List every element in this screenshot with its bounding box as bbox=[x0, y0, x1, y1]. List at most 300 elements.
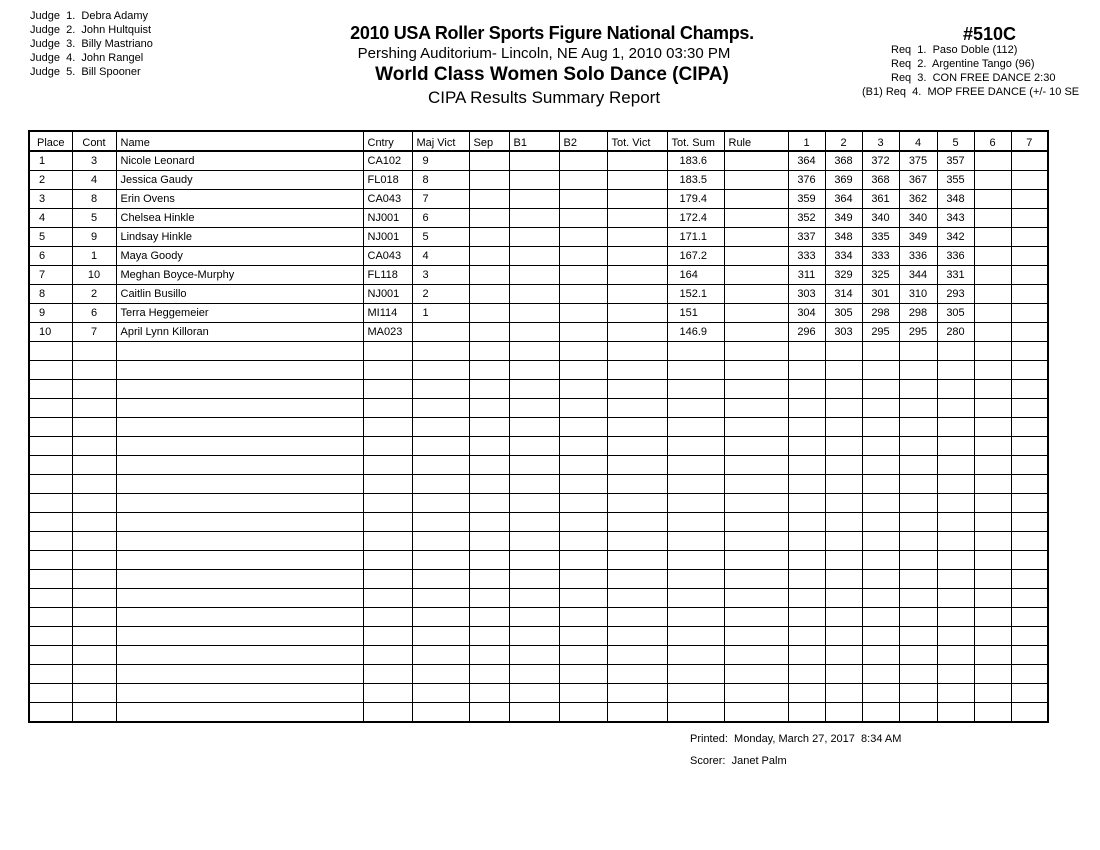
empty-cell bbox=[29, 475, 72, 494]
empty-cell bbox=[29, 418, 72, 437]
cell-b2 bbox=[559, 171, 607, 190]
table-row bbox=[29, 151, 1048, 171]
cell-place: 10 bbox=[29, 323, 72, 342]
cell-cntry: MI114 bbox=[363, 304, 412, 323]
empty-cell bbox=[607, 646, 667, 665]
cell-name: Caitlin Busillo bbox=[116, 285, 363, 304]
empty-cell bbox=[937, 608, 974, 627]
empty-cell bbox=[937, 570, 974, 589]
empty-cell bbox=[72, 342, 116, 361]
cell-place: 2 bbox=[29, 171, 72, 190]
empty-cell bbox=[899, 627, 937, 646]
empty-cell bbox=[607, 532, 667, 551]
empty-cell bbox=[1011, 418, 1048, 437]
empty-cell bbox=[937, 456, 974, 475]
empty-cell bbox=[469, 589, 509, 608]
cell-j4: 295 bbox=[899, 323, 937, 342]
empty-cell bbox=[899, 646, 937, 665]
empty-cell bbox=[899, 513, 937, 532]
cell-cont: 7 bbox=[72, 323, 116, 342]
empty-cell bbox=[363, 342, 412, 361]
cell-name: April Lynn Killoran bbox=[116, 323, 363, 342]
empty-cell bbox=[825, 361, 862, 380]
empty-cell bbox=[469, 456, 509, 475]
cell-tot-vict bbox=[607, 228, 667, 247]
empty-cell bbox=[862, 646, 899, 665]
empty-cell bbox=[29, 646, 72, 665]
empty-cell bbox=[788, 380, 825, 399]
empty-cell bbox=[862, 551, 899, 570]
empty-cell bbox=[607, 703, 667, 723]
empty-cell bbox=[363, 437, 412, 456]
empty-cell bbox=[974, 627, 1011, 646]
column-header: Tot. Vict bbox=[607, 131, 667, 151]
empty-cell bbox=[1011, 570, 1048, 589]
empty-cell bbox=[559, 513, 607, 532]
empty-cell bbox=[116, 646, 363, 665]
empty-cell bbox=[667, 513, 724, 532]
cell-j1: 311 bbox=[788, 266, 825, 285]
empty-cell bbox=[937, 551, 974, 570]
cell-j4: 349 bbox=[899, 228, 937, 247]
empty-cell bbox=[788, 418, 825, 437]
requirement-2: Req 2. Argentine Tango (96) bbox=[891, 58, 1035, 70]
column-header: Sep bbox=[469, 131, 509, 151]
empty-cell bbox=[974, 437, 1011, 456]
cell-rule bbox=[724, 323, 788, 342]
cell-cntry: CA043 bbox=[363, 247, 412, 266]
empty-cell bbox=[412, 570, 469, 589]
cell-j1: 304 bbox=[788, 304, 825, 323]
empty-cell bbox=[509, 494, 559, 513]
requirement-4: (B1) Req 4. MOP FREE DANCE (+/- 10 SE bbox=[862, 86, 1080, 98]
empty-cell bbox=[1011, 494, 1048, 513]
empty-cell bbox=[788, 570, 825, 589]
empty-cell bbox=[559, 532, 607, 551]
empty-cell bbox=[559, 589, 607, 608]
empty-cell bbox=[862, 627, 899, 646]
empty-cell bbox=[607, 684, 667, 703]
empty-cell bbox=[862, 418, 899, 437]
empty-cell bbox=[559, 608, 607, 627]
empty-cell bbox=[825, 418, 862, 437]
empty-cell bbox=[937, 513, 974, 532]
column-header: Place bbox=[29, 131, 72, 151]
empty-cell bbox=[788, 342, 825, 361]
empty-cell bbox=[469, 627, 509, 646]
empty-cell bbox=[899, 684, 937, 703]
cell-sep bbox=[469, 228, 509, 247]
empty-cell bbox=[974, 475, 1011, 494]
judges-list bbox=[30, 9, 153, 79]
cell-j2: 349 bbox=[825, 209, 862, 228]
cell-j2: 368 bbox=[825, 151, 862, 171]
empty-cell bbox=[116, 665, 363, 684]
column-header: 1 bbox=[788, 131, 825, 151]
cell-j3: 361 bbox=[862, 190, 899, 209]
judge-5: Judge 5. Bill Spooner bbox=[30, 66, 141, 78]
cell-tot-sum: 151 bbox=[667, 304, 724, 323]
empty-cell bbox=[899, 703, 937, 723]
empty-cell bbox=[899, 437, 937, 456]
cell-j4: 336 bbox=[899, 247, 937, 266]
requirement-3: Req 3. CON FREE DANCE 2:30 bbox=[891, 72, 1056, 84]
empty-cell bbox=[667, 532, 724, 551]
empty-cell bbox=[788, 361, 825, 380]
empty-cell bbox=[788, 589, 825, 608]
table-row bbox=[29, 304, 1048, 323]
empty-cell bbox=[899, 494, 937, 513]
empty-cell bbox=[788, 665, 825, 684]
empty-cell bbox=[363, 532, 412, 551]
cell-cntry: CA102 bbox=[363, 151, 412, 171]
empty-cell bbox=[469, 437, 509, 456]
cell-j6 bbox=[974, 151, 1011, 171]
cell-j3: 325 bbox=[862, 266, 899, 285]
cell-b2 bbox=[559, 209, 607, 228]
empty-cell bbox=[559, 437, 607, 456]
empty-cell bbox=[937, 342, 974, 361]
cell-rule bbox=[724, 171, 788, 190]
empty-cell bbox=[974, 418, 1011, 437]
cell-j7 bbox=[1011, 151, 1048, 171]
empty-cell bbox=[899, 532, 937, 551]
empty-table-row bbox=[29, 380, 1048, 399]
empty-cell bbox=[862, 684, 899, 703]
empty-cell bbox=[116, 532, 363, 551]
cell-j7 bbox=[1011, 228, 1048, 247]
empty-cell bbox=[862, 494, 899, 513]
cell-cntry: NJ001 bbox=[363, 285, 412, 304]
table-row bbox=[29, 266, 1048, 285]
empty-cell bbox=[469, 475, 509, 494]
empty-cell bbox=[862, 437, 899, 456]
cell-rule bbox=[724, 247, 788, 266]
empty-cell bbox=[899, 475, 937, 494]
cell-tot-sum: 179.4 bbox=[667, 190, 724, 209]
table-row bbox=[29, 285, 1048, 304]
empty-cell bbox=[607, 551, 667, 570]
table-row bbox=[29, 190, 1048, 209]
empty-cell bbox=[116, 399, 363, 418]
cell-tot-sum: 183.6 bbox=[667, 151, 724, 171]
empty-cell bbox=[559, 456, 607, 475]
cell-j7 bbox=[1011, 266, 1048, 285]
cell-maj-vict: 9 bbox=[412, 151, 469, 171]
empty-cell bbox=[724, 627, 788, 646]
cell-b2 bbox=[559, 247, 607, 266]
cell-j7 bbox=[1011, 323, 1048, 342]
empty-cell bbox=[412, 456, 469, 475]
empty-cell bbox=[363, 646, 412, 665]
cell-cont: 8 bbox=[72, 190, 116, 209]
empty-cell bbox=[825, 456, 862, 475]
cell-j6 bbox=[974, 171, 1011, 190]
empty-cell bbox=[72, 513, 116, 532]
cell-b2 bbox=[559, 228, 607, 247]
cell-rule bbox=[724, 151, 788, 171]
cell-tot-vict bbox=[607, 323, 667, 342]
empty-cell bbox=[937, 494, 974, 513]
empty-cell bbox=[899, 589, 937, 608]
cell-j4: 344 bbox=[899, 266, 937, 285]
cell-j3: 368 bbox=[862, 171, 899, 190]
empty-cell bbox=[899, 665, 937, 684]
cell-j2: 334 bbox=[825, 247, 862, 266]
empty-cell bbox=[469, 551, 509, 570]
empty-table-row bbox=[29, 361, 1048, 380]
empty-cell bbox=[469, 494, 509, 513]
empty-table-row bbox=[29, 513, 1048, 532]
empty-cell bbox=[825, 665, 862, 684]
empty-cell bbox=[974, 494, 1011, 513]
empty-cell bbox=[937, 380, 974, 399]
empty-cell bbox=[559, 380, 607, 399]
cell-j6 bbox=[974, 190, 1011, 209]
cell-place: 8 bbox=[29, 285, 72, 304]
cell-cntry: MA023 bbox=[363, 323, 412, 342]
empty-cell bbox=[29, 437, 72, 456]
cell-tot-vict bbox=[607, 247, 667, 266]
cell-maj-vict bbox=[412, 323, 469, 342]
empty-cell bbox=[974, 456, 1011, 475]
column-header: 3 bbox=[862, 131, 899, 151]
empty-cell bbox=[607, 570, 667, 589]
empty-cell bbox=[825, 684, 862, 703]
cell-place: 1 bbox=[29, 151, 72, 171]
empty-cell bbox=[72, 627, 116, 646]
empty-cell bbox=[412, 437, 469, 456]
empty-table-row bbox=[29, 684, 1048, 703]
empty-cell bbox=[788, 703, 825, 723]
empty-cell bbox=[72, 570, 116, 589]
empty-cell bbox=[899, 399, 937, 418]
empty-cell bbox=[1011, 399, 1048, 418]
empty-cell bbox=[974, 551, 1011, 570]
empty-cell bbox=[559, 475, 607, 494]
empty-cell bbox=[412, 494, 469, 513]
empty-cell bbox=[862, 703, 899, 723]
cell-place: 9 bbox=[29, 304, 72, 323]
cell-b1 bbox=[509, 266, 559, 285]
empty-cell bbox=[363, 589, 412, 608]
empty-cell bbox=[29, 532, 72, 551]
empty-cell bbox=[607, 361, 667, 380]
empty-table-row bbox=[29, 608, 1048, 627]
empty-cell bbox=[825, 570, 862, 589]
empty-cell bbox=[788, 513, 825, 532]
empty-cell bbox=[1011, 551, 1048, 570]
empty-cell bbox=[29, 361, 72, 380]
empty-cell bbox=[469, 399, 509, 418]
empty-cell bbox=[363, 665, 412, 684]
empty-cell bbox=[363, 475, 412, 494]
empty-cell bbox=[724, 684, 788, 703]
empty-cell bbox=[412, 684, 469, 703]
cell-j1: 303 bbox=[788, 285, 825, 304]
empty-table-row bbox=[29, 646, 1048, 665]
cell-tot-sum: 172.4 bbox=[667, 209, 724, 228]
empty-cell bbox=[412, 608, 469, 627]
empty-cell bbox=[825, 589, 862, 608]
cell-sep bbox=[469, 151, 509, 171]
empty-cell bbox=[862, 361, 899, 380]
empty-cell bbox=[607, 399, 667, 418]
cell-maj-vict: 1 bbox=[412, 304, 469, 323]
empty-cell bbox=[559, 342, 607, 361]
empty-cell bbox=[509, 684, 559, 703]
empty-cell bbox=[667, 646, 724, 665]
empty-cell bbox=[607, 494, 667, 513]
cell-maj-vict: 4 bbox=[412, 247, 469, 266]
cell-cntry: NJ001 bbox=[363, 228, 412, 247]
empty-table-row bbox=[29, 570, 1048, 589]
empty-cell bbox=[937, 418, 974, 437]
empty-cell bbox=[559, 418, 607, 437]
cell-cont: 4 bbox=[72, 171, 116, 190]
empty-cell bbox=[72, 608, 116, 627]
empty-cell bbox=[862, 513, 899, 532]
empty-cell bbox=[1011, 627, 1048, 646]
empty-cell bbox=[1011, 342, 1048, 361]
empty-cell bbox=[607, 513, 667, 532]
cell-cntry: CA043 bbox=[363, 190, 412, 209]
cell-tot-sum: 183.5 bbox=[667, 171, 724, 190]
cell-name: Maya Goody bbox=[116, 247, 363, 266]
empty-cell bbox=[724, 418, 788, 437]
empty-cell bbox=[1011, 456, 1048, 475]
empty-cell bbox=[667, 342, 724, 361]
empty-cell bbox=[412, 703, 469, 723]
empty-cell bbox=[974, 532, 1011, 551]
empty-cell bbox=[412, 418, 469, 437]
cell-j6 bbox=[974, 323, 1011, 342]
empty-table-row bbox=[29, 665, 1048, 684]
empty-cell bbox=[862, 380, 899, 399]
column-header: Cont bbox=[72, 131, 116, 151]
empty-cell bbox=[825, 646, 862, 665]
cell-name: Jessica Gaudy bbox=[116, 171, 363, 190]
cell-j3: 333 bbox=[862, 247, 899, 266]
empty-cell bbox=[667, 665, 724, 684]
cell-tot-vict bbox=[607, 266, 667, 285]
empty-cell bbox=[862, 475, 899, 494]
empty-cell bbox=[724, 703, 788, 723]
empty-cell bbox=[667, 475, 724, 494]
empty-cell bbox=[974, 608, 1011, 627]
cell-j5: 336 bbox=[937, 247, 974, 266]
empty-cell bbox=[825, 532, 862, 551]
empty-cell bbox=[469, 665, 509, 684]
cell-b2 bbox=[559, 304, 607, 323]
cell-j4: 310 bbox=[899, 285, 937, 304]
cell-b1 bbox=[509, 190, 559, 209]
column-header: Tot. Sum bbox=[667, 131, 724, 151]
cell-sep bbox=[469, 171, 509, 190]
empty-cell bbox=[667, 437, 724, 456]
empty-cell bbox=[116, 551, 363, 570]
cell-rule bbox=[724, 266, 788, 285]
cell-j7 bbox=[1011, 209, 1048, 228]
empty-cell bbox=[363, 418, 412, 437]
column-header: 5 bbox=[937, 131, 974, 151]
cell-b2 bbox=[559, 151, 607, 171]
cell-cont: 3 bbox=[72, 151, 116, 171]
cell-j5: 343 bbox=[937, 209, 974, 228]
empty-cell bbox=[862, 608, 899, 627]
empty-cell bbox=[363, 551, 412, 570]
cell-b1 bbox=[509, 151, 559, 171]
empty-cell bbox=[116, 703, 363, 723]
cell-place: 7 bbox=[29, 266, 72, 285]
cell-maj-vict: 3 bbox=[412, 266, 469, 285]
empty-cell bbox=[724, 589, 788, 608]
empty-cell bbox=[974, 380, 1011, 399]
cell-cont: 10 bbox=[72, 266, 116, 285]
empty-cell bbox=[724, 361, 788, 380]
cell-j1: 333 bbox=[788, 247, 825, 266]
cell-tot-vict bbox=[607, 209, 667, 228]
empty-cell bbox=[116, 570, 363, 589]
cell-maj-vict: 6 bbox=[412, 209, 469, 228]
empty-cell bbox=[72, 475, 116, 494]
cell-cont: 6 bbox=[72, 304, 116, 323]
empty-cell bbox=[363, 380, 412, 399]
empty-cell bbox=[72, 494, 116, 513]
empty-cell bbox=[412, 532, 469, 551]
cell-j3: 335 bbox=[862, 228, 899, 247]
empty-cell bbox=[72, 646, 116, 665]
cell-cntry: FL118 bbox=[363, 266, 412, 285]
cell-j7 bbox=[1011, 190, 1048, 209]
empty-cell bbox=[412, 475, 469, 494]
empty-cell bbox=[469, 703, 509, 723]
scorer-line: Scorer: Janet Palm bbox=[690, 755, 787, 767]
empty-cell bbox=[412, 646, 469, 665]
cell-j5: 355 bbox=[937, 171, 974, 190]
cell-j4: 340 bbox=[899, 209, 937, 228]
empty-cell bbox=[116, 589, 363, 608]
cell-b1 bbox=[509, 247, 559, 266]
empty-cell bbox=[72, 665, 116, 684]
empty-cell bbox=[559, 665, 607, 684]
empty-cell bbox=[825, 551, 862, 570]
empty-cell bbox=[509, 399, 559, 418]
empty-cell bbox=[363, 703, 412, 723]
empty-cell bbox=[788, 532, 825, 551]
empty-cell bbox=[1011, 703, 1048, 723]
empty-cell bbox=[788, 551, 825, 570]
cell-j1: 296 bbox=[788, 323, 825, 342]
empty-cell bbox=[862, 532, 899, 551]
empty-cell bbox=[899, 456, 937, 475]
empty-cell bbox=[899, 608, 937, 627]
cell-name: Nicole Leonard bbox=[116, 151, 363, 171]
cell-maj-vict: 8 bbox=[412, 171, 469, 190]
empty-cell bbox=[1011, 589, 1048, 608]
empty-cell bbox=[72, 399, 116, 418]
empty-cell bbox=[974, 703, 1011, 723]
empty-cell bbox=[509, 437, 559, 456]
requirements-list bbox=[862, 43, 1079, 99]
cell-j4: 367 bbox=[899, 171, 937, 190]
empty-cell bbox=[509, 570, 559, 589]
empty-cell bbox=[72, 361, 116, 380]
empty-cell bbox=[412, 342, 469, 361]
report-title: CIPA Results Summary Report bbox=[427, 88, 661, 107]
empty-cell bbox=[667, 570, 724, 589]
table-row bbox=[29, 171, 1048, 190]
